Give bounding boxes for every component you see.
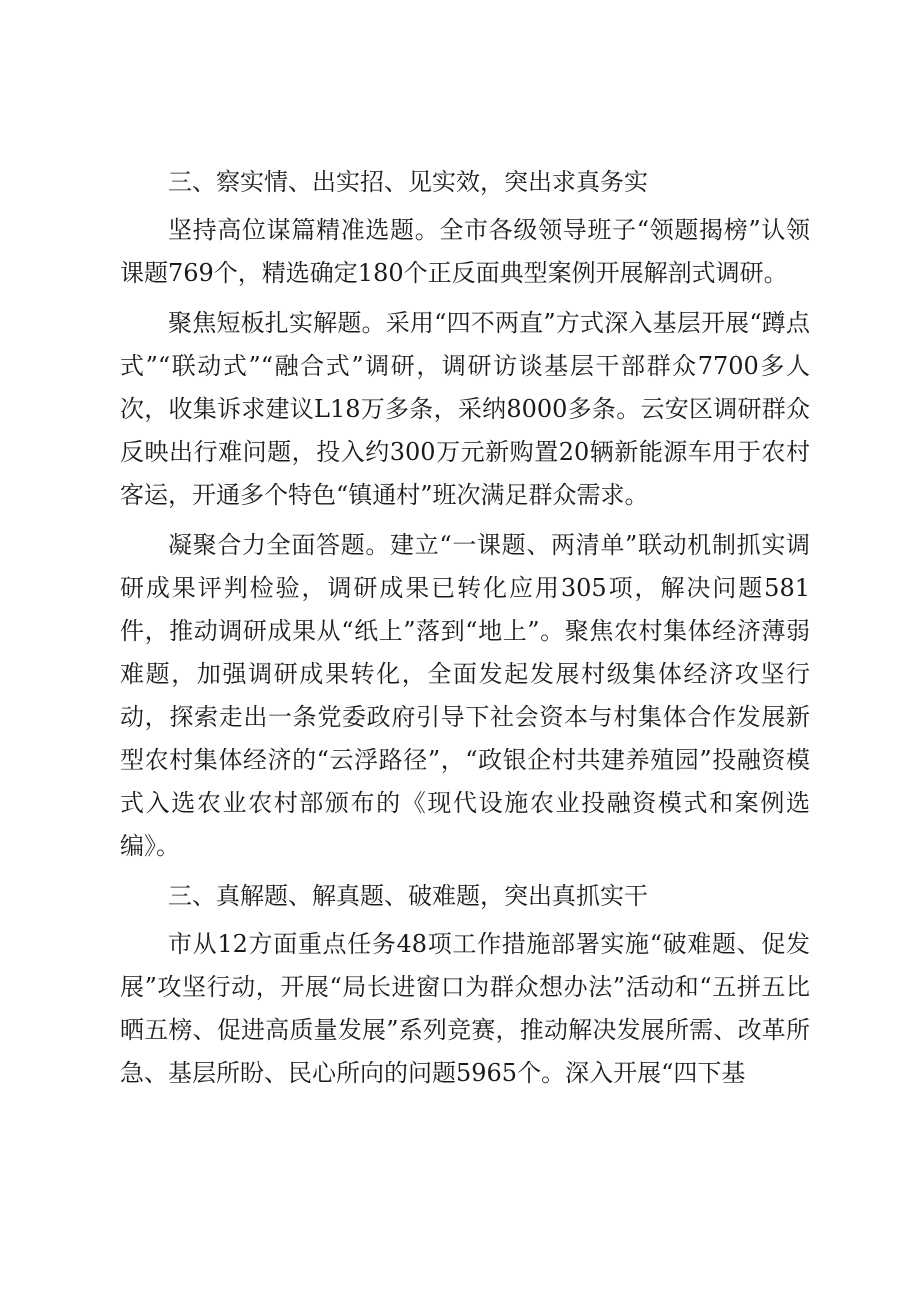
document-body	[120, 161, 810, 1102]
section-heading: 三、真解题、解真题、破难题，突出真抓实干	[168, 882, 648, 910]
paragraph: 凝聚合力全面答题。建立“一课题、两清单”联动机制抓实调研成果评判检验，调研成果已转化应用305项，解决问题581件，推动调研成果从“纸上”落到“地上”。聚焦农村集体经济薄弱难题，加强调研成果转化，全面发起发展村级集体经济攻坚行动，探索走出一条党委政府引导下社会资本与村集体合作发展新型农村集体经济的“云浮路径”，“政银企村共建养殖园”投融资模式入选农业农村部颁布的《现代设施农业投融资模式和案例选编》。	[120, 531, 810, 860]
paragraph: 聚焦短板扎实解题。采用“四不两直”方式深入基层开展“蹲点式”“联动式”“融合式”调研，调研访谈基层干部群众7700多人次，收集诉求建议L18万多条，采纳8000多条。云安区调研群众反映出行难问题，投入约300万元新购置20辆新能源车用于农村客运，开通多个特色“镇通村”班次满足群众需求。	[120, 309, 810, 509]
paragraph: 市从12方面重点任务48项工作措施部署实施“破难题、促发展”攻坚行动，开展“局长进窗口为群众想办法”活动和“五拼五比晒五榜、促进高质量发展”系列竞赛，推动解决发展所需、改革所急、基层所盼、民心所向的问题5965个。深入开展“四下基	[120, 930, 810, 1087]
paragraph: 坚持高位谋篇精准选题。全市各级领导班子“领题揭榜”认领课题769个，精选确定180个正反面典型案例开展解剖式调研。	[120, 216, 810, 287]
section-heading: 三、察实情、出实招、见实效，突出求真务实	[168, 168, 648, 196]
